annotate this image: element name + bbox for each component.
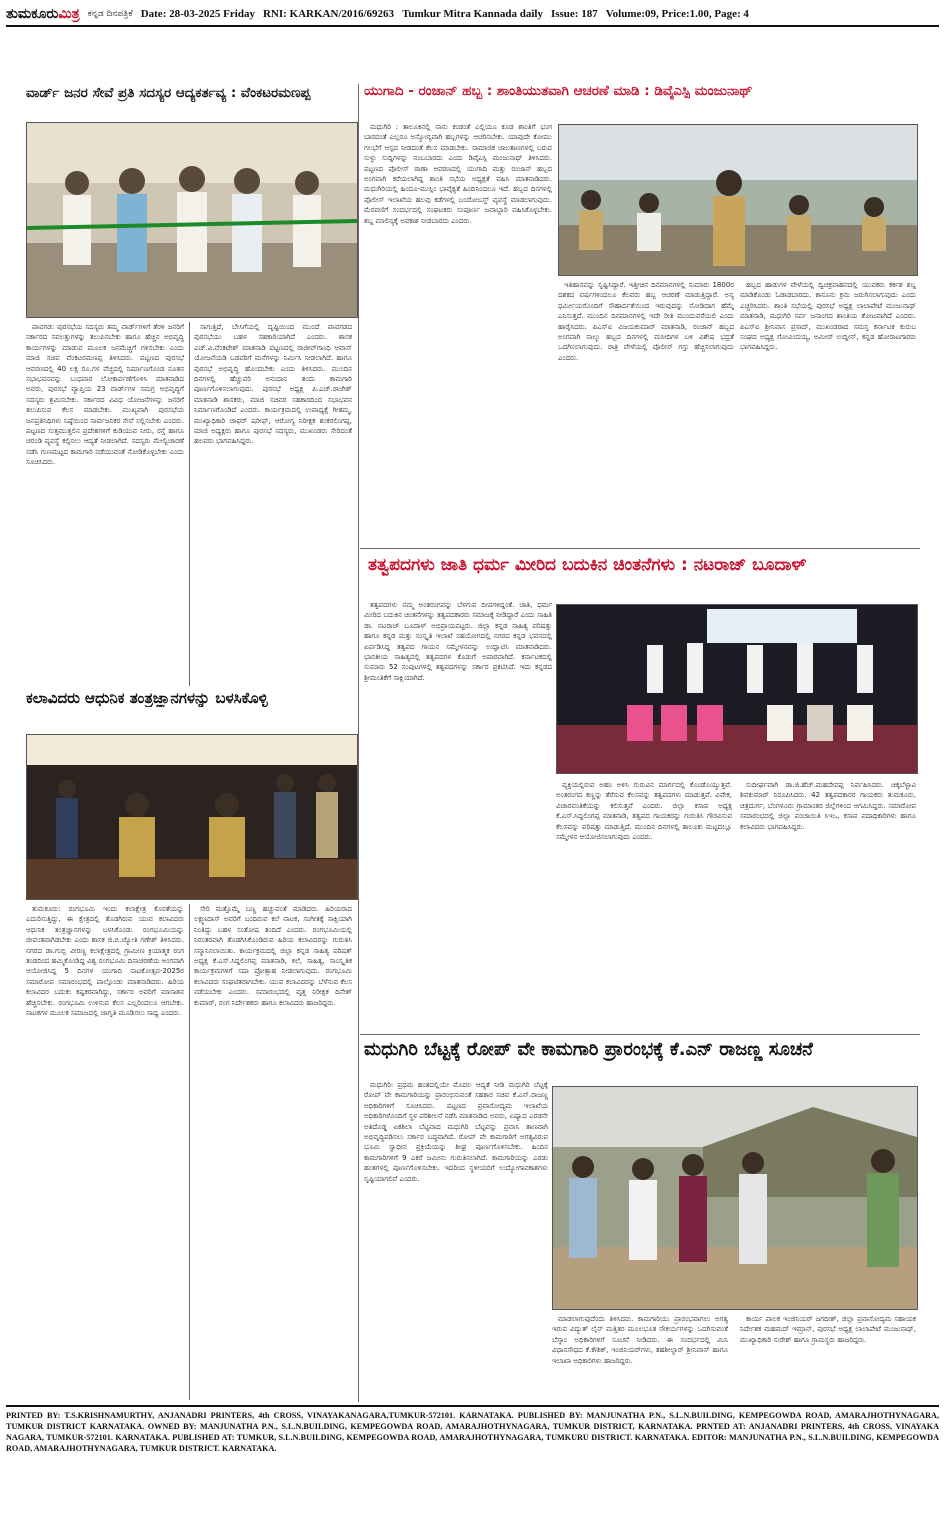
masthead-issue: Issue: 187 bbox=[550, 8, 598, 20]
section-divider bbox=[360, 1034, 920, 1035]
headline-kalavidaru: ಕಲಾವಿದರು ಆಧುನಿಕ ತಂತ್ರಜ್ಞಾನಗಳನ್ನು ಬಳಸಿಕೊಳ್ಳಿ bbox=[26, 690, 268, 707]
natraj-text-2: ವ್ಯಕ್ತಿಯಲ್ಲಿರುವ ಅಹಂ ಅಳಿಸಿ ಗುರುವಿನ ಮಾರ್ಗದಲ್ಲಿ ಕೊಂಡೊಯ್ಯುತ್ತವೆ. ಅಂತರಂಗದ ಕಣ್ಣನ್ನು ತೆರೆಸುವ ಕೆಲಸವನ್ನು ತತ್ವಪದಗಳು ಮಾಡುತ್ತವೆ. ವಿವೇಕ, ವಿಚಾರವಂತಿಕೆಯನ್ನು ಕಲಿಸುತ್ತವೆ ಎಂದರು. ಜಿಲ್ಲಾ ಕಸಾಪ ಅಧ್ಯಕ್ಷ ಕೆ.ಎಸ್.ಸಿದ್ದಲಿಂಗಪ್ಪ ಮಾತನಾಡಿ, ತತ್ವಪದ ಗಾಯಕರನ್ನು ಗುರುತಿಸಿ ಗೌರವಿಸುವ ಕೆಲಸವನ್ನು ಪರಿಷತ್ತು ಮಾಡುತ್ತಿದೆ. ಮುಂದಿನ ದಿನಗಳಲ್ಲಿ ತಾಲೂಕು ಮಟ್ಟದಲ್ಲೂ ಸಮ್ಮೇಳನ ಆಯೋಜಿಸಲಾಗುವುದು ಎಂದರು. bbox=[556, 781, 732, 842]
ward-column-2 bbox=[194, 322, 352, 684]
footer-rule bbox=[6, 1405, 939, 1407]
photo-tatvapada-stage bbox=[556, 604, 918, 774]
masthead bbox=[6, 4, 939, 24]
column-divider bbox=[189, 322, 190, 686]
ugadi-text-3: ಹಬ್ಬದ ಹಾಡುಗಳ ವೇಳೆಯಲ್ಲಿ ದ್ವಿಚಕ್ರವಾಹನದಲ್ಲಿ ಯುವಕರು ಕರ್ಕಶ ಶಬ್ದ ಮಾಡಿಕೊಂಡು ಓಡಾಡಬಾರದು. ಕಾನೂನು ಕ್ರಮ ಜರುಗಿಸಲಾಗುವುದು ಎಂದು ಎಚ್ಚರಿಸಿದರು. ಶಾಂತಿ ಸಭೆಯಲ್ಲಿ ಪುರಸಭೆ ಅಧ್ಯಕ್ಷ ಲಾಲಾಪೇಟೆ ಮಂಜುನಾಥ್ ಮಾತನಾಡಿ, ಮಧುಗಿರಿ ಸರ್ವ ಜನಾಂಗದ ಶಾಂತಿಯ ತೋಟವಾಗಿದೆ ಎಂದರು. ಪಿಎಸ್‌ಐ ಶ್ರೀನಿವಾಸ ಪ್ರಸಾದ್, ಮುಖಂಡರಾದ ಸಮಸ್ತ ಕರ್ನಾಟಕ ಕುರುಬ ಸಂಘದ ಅಧ್ಯಕ್ಷ ಗೋವಿಂದಯ್ಯ, ಅಮೀರ್ ಉದ್ದೀನ್, ಕನ್ನಡ ಹೋರಾಟಗಾರರು ಭಾಗವಹಿಸಿದ್ದರು. bbox=[740, 281, 916, 352]
page-vertical-divider bbox=[358, 84, 359, 1402]
logo-subtitle: ಕನ್ನಡ ದಿನಪತ್ರಿಕೆ bbox=[87, 9, 133, 19]
photo-award-ceremony-image bbox=[27, 735, 357, 899]
kalavidaru-column-2 bbox=[194, 904, 352, 1402]
ugadi-column-1 bbox=[364, 122, 552, 542]
imprint-footer: PRINTED BY: T.S.KRISHNAMURTHY, ANJANADRI PRINTERS, 4th CROSS, VINAYAKANAGARA,TUMKUR-572101. KARNATAKA. PUBLISHED BY: MANJUNATHA P.N., S.L.N.BUILDING, KEMPEGOWDA ROAD, AMARAJHOTHYNAGARA, TUMKUR DISTRICT KARNATAKA. OWNED BY: MANJUNATHA P.N., S.L.N.BUILDING, KEMPEGOWDA ROAD, AMARAJHOTHYNAGARA, TUMKUR DISTRICT, KARNATAKA. PRNTED AT: ANJANADRI PRINTERS, 4th CROSS, VINAYAKA NAGARA, TUMKUR-572101. KARNATAKA. PUBLISHED AT: TUMKUR, S.L.N.BUILDING, KEMPEGOWDA ROAD, AMARAJHOTHYNAGARA, TUMKURU DISTRICT. KARNATAKA. EDITOR: MANJUNATHA P.N., S.L.N.BUILDING, KEMPEGOWDA ROAD, AMARAJHOTHYNAGARA, TUMKUR DISTRICT. KARNATAKA. bbox=[6, 1411, 939, 1453]
roadway-column-3 bbox=[740, 1314, 916, 1402]
natraj-text-1: ತತ್ವಪದಗಳು ನಮ್ಮ ಅಂತರಂಗವನ್ನು ಬೆಳಗುವ ದೀಪಗಳಿದ್ದಂತೆ. ಜಾತಿ, ಧರ್ಮ ಮೀರಿದ ಬದುಕಿನ ಚಿಂತನೆಗಳನ್ನು ತತ್ವಪದಕಾರರು ಸಮಾಜಕ್ಕೆ ನೀಡಿದ್ದಾರೆ ಎಂದು ಸಾಹಿತಿ ಡಾ. ನಟರಾಜ್ ಬೂದಾಳ್ ಅಭಿಪ್ರಾಯಪಟ್ಟರು. ಜಿಲ್ಲಾ ಕನ್ನಡ ಸಾಹಿತ್ಯ ಪರಿಷತ್ತು ಹಾಗೂ ಕನ್ನಡ ಮತ್ತು ಸಂಸ್ಕೃತಿ ಇಲಾಖೆ ಸಹಯೋಗದಲ್ಲಿ ನಗರದ ಕನ್ನಡ ಭವನದಲ್ಲಿ ಏರ್ಪಡಿಸಿದ್ದ ತತ್ವಪದ ಗಾಯನ ಸಮ್ಮೇಳನವನ್ನು ಉದ್ಘಾಟಿಸಿ ಮಾತನಾಡಿದರು. ಭಾರತೀಯ ಸಾಹಿತ್ಯದಲ್ಲಿ ತತ್ವಪದಗಳ ಕೊಡುಗೆ ಅಪಾರವಾಗಿದೆ. ಕರ್ನಾಟಕದಲ್ಲಿ ಸುಮಾರು 52 ಸಂಪುಟಗಳಲ್ಲಿ ತತ್ವಪದಗಳನ್ನು ಸರ್ಕಾರ ಪ್ರಕಟಿಸಿದೆ. ಇದು ಕನ್ನಡದ ಶ್ರೀಮಂತಿಕೆಗೆ ಸಾಕ್ಷಿಯಾಗಿದೆ. bbox=[364, 601, 552, 682]
headline-natraj: ತತ್ವಪದಗಳು ಜಾತಿ ಧರ್ಮ ಮೀರಿದ ಬದುಕಿನ ಚಿಂತನೆಗಳು : ನಟರಾಜ್ ಬೂದಾಳ್ bbox=[368, 556, 807, 575]
natraj-text-3: ಸುದೀರ್ಘವಾಗಿ ಡಾ.ಜಿ.ಹೆಚ್.ಮಹದೇವಪ್ಪ ನಿರ್ವಹಿಸಿದರು. ಚಿಕ್ಕಬೆಳ್ಳಾವಿ ಶಿವಕುಮಾರ್ ನಿರೂಪಿಸಿದರು. 42 ತತ್ವಪದಕಾರರ ಗಾಯಕರು ತುಮಕೂರು, ಚಿತ್ರದುರ್ಗ, ಬೆಂಗಳೂರು ಗ್ರಾಮಾಂತರ ಜಿಲ್ಲೆಗಳಿಂದ ಆಗಮಿಸಿದ್ದರು. ಸಮಾರೋಪ ಸಮಾರಂಭದಲ್ಲಿ ಜಿಲ್ಲಾ ಪಂಚಾಯಿತಿ ಸಿಇಒ, ಕಸಾಪ ಪದಾಧಿಕಾರಿಗಳು ಹಾಗೂ ಕಲಾವಿದರು ಭಾಗವಹಿಸಿದ್ದರು. bbox=[740, 781, 916, 831]
photo-site-inspection-image bbox=[553, 1087, 917, 1309]
masthead-logo bbox=[6, 6, 80, 22]
roadway-column-2 bbox=[552, 1314, 728, 1402]
ward-text-2: ಸಾಗುತ್ತಿದೆ, ಬೇಸಿಗೆಯಲ್ಲಿ ದೃಷ್ಟಿಯಿಂದ ಮುಂದೆ ಪಾವಗಡದ ಪುರಸಭೆಯು ಬಹಳ ಸಹಕಾರಿಯಾಗಿದೆ ಎಂದರು. ಶಾಸಕ ಎಚ್.ವಿ.ವೆಂಕಟೇಶ್ ಮಾತನಾಡಿ ಪಟ್ಟಣದಲ್ಲಿ ರಾಜೀವ್‌ಗಾಂಧಿ ಆವಾಸ್ ಯೋಜನೆಯಡಿ ಬಡವರಿಗೆ ಮನೆಗಳನ್ನು ನಿರ್ಮಿಸಿ ನೀಡಲಾಗಿದೆ. ಹಾಗೂ ಪುರಸಭೆ ಅಭಿವೃದ್ಧಿ ಹೊಂದಬೇಕು ಎಂದು ತಿಳಿಸಿದರು. ಮುಂದಿನ ದಿನಗಳಲ್ಲಿ ಹೆಚ್ಚುವರಿ ಅನುದಾನ ತಂದು ಕಾಮಗಾರಿ ಪೂರ್ಣಗೊಳಿಸಲಾಗುವುದು. ಪುರಸಭೆ ಅಧ್ಯಕ್ಷ ಪಿ.ಎಚ್.ರಾಜೇಶ್ ಮಾತನಾಡಿ ಶಾಸಕರು, ಮಾಜಿ ಸಚಿವರ ಸಹಕಾರದಿಂದ ಸಭಾಭವನ ನಿರ್ಮಾಣಗೊಂಡಿದೆ ಎಂದರು. ಕಾರ್ಯಕ್ರಮದಲ್ಲಿ ಉಪಾಧ್ಯಕ್ಷೆ ಗೀತಮ್ಮ, ಮುಖ್ಯಾಧಿಕಾರಿ ಜಾಫರ್ ಷರೀಫ್, ಆರೋಗ್ಯ ನಿರೀಕ್ಷಕ ಶಂಕರಲಿಂಗಪ್ಪ, ಮಾಜಿ ಅಧ್ಯಕ್ಷರು ಹಾಗೂ ಪುರಸಭೆ ಸದಸ್ಯರು, ಮುಖಂಡರು ಸೇರಿದಂತೆ ಹಲವರು ಭಾಗವಹಿಸಿದ್ದರು. bbox=[194, 323, 352, 446]
headline-roadway: ಮಧುಗಿರಿ ಬೆಟ್ಟಕ್ಕೆ ರೋಪ್ ವೇ ಕಾಮಗಾರಿ ಪ್ರಾರಂಭಕ್ಕೆ ಕೆ.ಎನ್ ರಾಜಣ್ಣ ಸೂಚನೆ bbox=[364, 1040, 813, 1060]
photo-award-ceremony bbox=[26, 734, 358, 900]
masthead-rule bbox=[6, 25, 939, 27]
photo-ribbon-cutting bbox=[26, 122, 358, 318]
headline-ward: ವಾರ್ಡ್ ಜನರ ಸೇವೆ ಪ್ರತಿ ಸದಸ್ಯರ ಆದ್ಯಕರ್ತವ್ಯ : ವೆಂಕಟರಮಣಪ್ಪ bbox=[26, 86, 311, 101]
logo-accent: ಮಿತ್ರ bbox=[58, 6, 80, 22]
masthead-volume: Volume:09, Price:1.00, Page: 4 bbox=[605, 8, 749, 20]
photo-tatvapada-stage-image bbox=[557, 605, 917, 773]
masthead-date: Date: 28-03-2025 Friday bbox=[140, 8, 255, 20]
kalavidaru-text-1: ತುಮಕೂರು: ರಂಗಭೂಮಿ ಇಂದು ಕಲಾಕ್ಷೇತ್ರ ಕೊರತೆಯನ್ನು ಎದುರಿಸುತ್ತಿದ್ದು, ಈ ಕ್ಷೇತ್ರದಲ್ಲಿ ತೊಡಗಿರುವ ಯುವ ಕಲಾವಿದರು ಆಧುನಿಕ ತಂತ್ರಜ್ಞಾನಗಳನ್ನು ಬಳಸಿಕೊಂಡು ರಂಗಭೂಮಿಯನ್ನು ಜೀವಂತವಾಗಿಡಬೇಕು ಎಂದು ಶಾಸಕ ಜಿ.ಬಿ.ಜ್ಯೋತಿ ಗಣೇಶ್ ತಿಳಿಸಿದರು. ನಗರದ ಡಾ.ಗುಬ್ಬಿ ವೀರಣ್ಣ ಕಲಾಕ್ಷೇತ್ರದಲ್ಲಿ ಗ್ರಾಮೀಣ ಕ್ರಿಯಾತ್ಮಕ ರಂಗ ತಂಡದಿಂದ ಹಮ್ಮಿಕೊಂಡಿದ್ದ ವಿಶ್ವ ರಂಗಭೂಮಿ ದಿನಾಚರಣೆಯ ಅಂಗವಾಗಿ ಆಯೋಜಿಸಿದ್ದ 5 ದಿನಗಳ ಯುಗಾದಿ ನಾಟಕೋತ್ಸವ-2025ರ ಸಮಾರೋಪ ಸಮಾರಂಭದಲ್ಲಿ ಪಾಲ್ಗೊಂಡು ಮಾತನಾಡಿದರು. ಹಿರಿಯ ಕಲಾವಿದರ ಬದುಕು ಕಷ್ಟಕರವಾಗಿದ್ದು, ಸರ್ಕಾರ ಅವರಿಗೆ ಮಾಸಾಶನ ಹೆಚ್ಚಿಸಬೇಕು. ರಂಗಭೂಮಿ ಉಳಿಸುವ ಕೆಲಸ ಎಲ್ಲರಿಂದಲೂ ಆಗಬೇಕು. ನಾಟಕಗಳ ಮೂಲಕ ಸಮಾಜದಲ್ಲಿ ಜಾಗೃತಿ ಮೂಡಿಸಲು ಸಾಧ್ಯ ಎಂದರು. bbox=[26, 905, 184, 1018]
ugadi-text-2: ಇತಿಹಾಸವನ್ನು ಸೃಷ್ಟಿಸಿದ್ದಾರೆ. ಇತ್ತೀಚಿನ ದಿನಮಾನಗಳಲ್ಲಿ ಸುಮಾರು 1800ರ ದಶಕದ ವರ್ಷಗಳಿಂದಲೂ ಕೆಲವರು ಹಬ್ಬ ಆಚರಣೆ ಮಾಡುತ್ತಿದ್ದಾರೆ. ಅನ್ಯ ಧರ್ಮೀಯರೊಂದಿಗೆ ಸೌಹಾರ್ದತೆಯಿಂದ ಇರುವುದನ್ನು ನೋಡಿದಾಗ ಹೆಮ್ಮೆ ಎನಿಸುತ್ತದೆ. ಮುಂದಿನ ದಿನಮಾನಗಳಲ್ಲಿ ಇದೇ ರೀತಿ ಮುಂದುವರೆಯಲಿ ಎಂದು ಹಾರೈಸಿದರು. ಪಿಎಸ್‌ಐ ವಿಜಯಕುಮಾರ್ ಮಾತನಾಡಿ, ರಂಜಾನ್ ಹಬ್ಬದ ಅಂಗವಾಗಿ ನಾಲ್ಕು ಹಬ್ಬದ ದಿನಗಳಲ್ಲಿ ಮಸೀದಿಗಳ ಬಳಿ ವಿಶೇಷ ಭದ್ರತೆ ಒದಗಿಸಲಾಗುವುದು. ರಾತ್ರಿ ವೇಳೆಯಲ್ಲಿ ಪೊಲೀಸ್ ಗಸ್ತು ಹೆಚ್ಚಿಸಲಾಗುವುದು ಎಂದರು. bbox=[558, 281, 734, 362]
natraj-column-3 bbox=[740, 780, 916, 1030]
photo-site-inspection bbox=[552, 1086, 918, 1310]
ugadi-text-1: ಮಧುಗಿರಿ : ತಾಲೂಕಿನಲ್ಲಿ ನಾನು ಕಂಡಂತೆ ಎಲ್ಲಿಯೂ ಕೂಡ ಶಾಂತಿಗೆ ಭಂಗ ಬಾರದಂತೆ ಎಲ್ಲರೂ ಅನ್ಯೋನ್ಯವಾಗಿ ಹಬ್ಬಗಳನ್ನು ಆಚರಿಸಬೇಕು. ಯಾವುದೇ ಕೋಮು ಗಲಭೆಗೆ ಆಸ್ಪದ ನೀಡದಂತೆ ಕೆಲಸ ಮಾಡಬೇಕು. ಸಾಮಾಜಿಕ ಜಾಲತಾಣಗಳಲ್ಲಿ ಬರುವ ಸುಳ್ಳು ಸುದ್ದಿಗಳನ್ನು ನಂಬಬಾರದು ಎಂದು ಡಿವೈಎಸ್ಪಿ ಮಂಜುನಾಥ್ ತಿಳಿಸಿದರು. ಪಟ್ಟಣದ ಪೊಲೀಸ್ ಠಾಣಾ ಆವರಣದಲ್ಲಿ ಯುಗಾದಿ ಮತ್ತು ರಂಜಾನ್ ಹಬ್ಬದ ಅಂಗವಾಗಿ ಕರೆಯಲಾಗಿದ್ದ ಶಾಂತಿ ಸಭೆಯ ಅಧ್ಯಕ್ಷತೆ ವಹಿಸಿ ಮಾತನಾಡಿದರು. ಮಧುಗಿರಿಯಲ್ಲಿ ಹಿಂದೂ-ಮುಸ್ಲಿಂ ಭಾವೈಕ್ಯತೆ ಹಿಂದಿನಿಂದಲೂ ಇದೆ. ಹಬ್ಬದ ದಿನಗಳಲ್ಲಿ ಪೊಲೀಸ್ ಇಲಾಖೆಯ ಹಲವು ಕಡೆಗಳಲ್ಲಿ ಬಂದೋಬಸ್ತ್ ವ್ಯವಸ್ಥೆ ಮಾಡಲಾಗುವುದು. ಮೆರವಣಿಗೆ ಸಂದರ್ಭದಲ್ಲಿ ಸಂಘಟಕರು ಸಂಪೂರ್ಣ ಜವಾಬ್ದಾರಿ ವಹಿಸಿಕೊಳ್ಳಬೇಕು. ಶಬ್ದ ಮಾಲಿನ್ಯಕ್ಕೆ ಅವಕಾಶ ನೀಡಬಾರದು ಎಂದರು. bbox=[364, 123, 552, 225]
column-divider bbox=[189, 904, 190, 1400]
ugadi-column-2 bbox=[558, 280, 734, 544]
photo-peace-meeting-image bbox=[559, 125, 917, 275]
logo-main: ತುಮಕೂರು bbox=[6, 6, 59, 22]
roadway-text-3: ಕಾರ್ಯ ಪಾಲಕ ಇಂಜಿನಿಯರ್ ಜಗದೀಶ್, ಜಿಲ್ಲಾ ಪ್ರವಾಸೋದ್ಯಮ ಸಹಾಯಕ ನಿರ್ದೇಶಕ ಮಹಮದ್ ಇಮ್ರಾನ್, ಪುರಸಭೆ ಅಧ್ಯಕ್ಷ ಲಾಲಾಪೇಟೆ ಮಂಜುನಾಥ್, ಮುಖ್ಯಾಧಿಕಾರಿ ಸುರೇಶ್ ಹಾಗೂ ಗ್ರಾಮಸ್ಥರು ಹಾಜರಿದ್ದರು. bbox=[740, 1315, 916, 1344]
roadway-text-2: ಮಾಡಲಾಗುವುದೆಂದು ತಿಳಿಸಿದರು. ಕಾಮಗಾರಿಯು ಪ್ರಾರಂಭವಾಗಲು ಅಗತ್ಯ ಇರುವ ವಿದ್ಯುತ್ ಲೈನ್ ಮತ್ತಿತರ ಮೂಲಭೂತ ಸೌಕರ್ಯಗಳನ್ನು ಒದಗಿಸುವಂತೆ ಬೆಸ್ಕಾಂ ಅಧಿಕಾರಿಗಳಿಗೆ ಸೂಚನೆ ನೀಡಿದರು. ಈ ಸಂದರ್ಭದಲ್ಲಿ ಮಿನಿ ವಿಧಾನಸೌಧದ ಕೆ.ಕೌಶಿಕ್, ಇಂಜಿನಿಯರ್‌ಗಳು, ತಹಶೀಲ್ದಾರ್ ಶ್ರೀನಿವಾಸ್ ಹಾಗೂ ಇಲಾಖಾ ಅಧಿಕಾರಿಗಳು ಹಾಜರಿದ್ದರು. bbox=[552, 1315, 728, 1365]
ugadi-column-3 bbox=[740, 280, 916, 544]
kalavidaru-text-2: ಸೇರಿ ಮತ್ತೊಮ್ಮೆ ಬಣ್ಣ ಹಚ್ಚುವಂತೆ ಮಾಡಿದರು. ಹಿರಿಯರಾದ ಲಕ್ಷ್ಮಣದಾಸ್ ಅವರಿಗೆ ಬಂದಿರುವ ಕಲೆ ನಾಟಕ, ಸಂಗೀತಕ್ಕೆ ಸಾಕ್ಷಿಯಾಗಿ ನಿಂತಿದ್ದು ಬಹಳ ಸಂತೋಷ ತಂದಿದೆ ಎಂದರು. ರಂಗಭೂಮಿಯಲ್ಲಿ ನಿರಂತರವಾಗಿ ತೊಡಗಿಸಿಕೊಂಡಿರುವ ಹಿರಿಯ ಕಲಾವಿದರನ್ನು ಗುರುತಿಸಿ ಸನ್ಮಾನಿಸಲಾಯಿತು. ಕಾರ್ಯಕ್ರಮದಲ್ಲಿ ಜಿಲ್ಲಾ ಕನ್ನಡ ಸಾಹಿತ್ಯ ಪರಿಷತ್ ಅಧ್ಯಕ್ಷ ಕೆ.ಎಸ್.ಸಿದ್ದಲಿಂಗಪ್ಪ ಮಾತನಾಡಿ, ಕಲೆ, ಸಾಹಿತ್ಯ, ಸಾಂಸ್ಕೃತಿಕ ಕಾರ್ಯಕ್ರಮಗಳಿಗೆ ಸದಾ ಪ್ರೋತ್ಸಾಹ ನೀಡಲಾಗುವುದು. ರಂಗಭೂಮಿ ಕಲಾವಿದರು ಸಂಘಟಿತರಾಗಬೇಕು. ಯುವ ಕಲಾವಿದರನ್ನು ಬೆಳೆಸುವ ಕೆಲಸ ನಡೆಯಬೇಕು ಎಂದರು. ಸಮಾರಂಭದಲ್ಲಿ ವೃತ್ತ ನಿರೀಕ್ಷಕ ದಿನೇಶ್ ಕುಮಾರ್, ರಂಗ ನಿರ್ದೇಶಕರು ಹಾಗೂ ಕಲಾವಿದರು ಹಾಜರಿದ್ದರು. bbox=[194, 905, 352, 1007]
kalavidaru-column-1 bbox=[26, 904, 184, 1402]
photo-ribbon-cutting-image bbox=[27, 123, 357, 317]
masthead-paper: Tumkur Mitra Kannada daily bbox=[402, 8, 543, 20]
roadway-text-1: ಮಧುಗಿರಿ: ಪ್ರಥಮ ಹಂತದಲ್ಲಿಯೇ ಮೊದಲ ಆದ್ಯತೆ ನೀಡಿ ಮಧುಗಿರಿ ಬೆಟ್ಟಕ್ಕೆ ರೋಪ್ ವೇ ಕಾಮಗಾರಿಯನ್ನು ಪ್ರಾರಂಭಿಸುವಂತೆ ಸಹಕಾರ ಸಚಿವ ಕೆ.ಎನ್.ರಾಜಣ್ಣ ಅಧಿಕಾರಿಗಳಿಗೆ ಸೂಚಿಸಿದರು. ಪಟ್ಟಣದ ಪ್ರವಾಸೋದ್ಯಮ ಇಲಾಖೆಯ ಅಧಿಕಾರಿಗಳೊಂದಿಗೆ ಸ್ಥಳ ಪರಿಶೀಲನೆ ನಡೆಸಿ ಮಾತನಾಡಿದ ಅವರು, ಏಷ್ಯಾದ ಎರಡನೇ ಅತಿದೊಡ್ಡ ಏಕಶಿಲಾ ಬೆಟ್ಟವಾದ ಮಧುಗಿರಿ ಬೆಟ್ಟವನ್ನು ಪ್ರವಾಸಿ ತಾಣವಾಗಿ ಅಭಿವೃದ್ಧಿಪಡಿಸಲು ಸರ್ಕಾರ ಬದ್ಧವಾಗಿದೆ. ರೋಪ್ ವೇ ಕಾಮಗಾರಿಗೆ ಅಗತ್ಯವಿರುವ ಭೂಮಿ ಸ್ವಾಧೀನ ಪ್ರಕ್ರಿಯೆಯನ್ನು ಶೀಘ್ರ ಪೂರ್ಣಗೊಳಿಸಬೇಕು. ಹಿಂದಿನ ಕಾಮಗಾರಿಗಳಿಗೆ 9 ಎಕರೆ ಜಮೀನು ಗುರುತಿಸಲಾಗಿದೆ. ಕಾಮಗಾರಿಯನ್ನು ಎರಡು ಹಂತಗಳಲ್ಲಿ ಪೂರ್ಣಗೊಳಿಸಬೇಕು. ಇದರಿಂದ ಸ್ಥಳೀಯರಿಗೆ ಉದ್ಯೋಗಾವಕಾಶಗಳು ಸೃಷ್ಟಿಯಾಗಲಿವೆ ಎಂದರು. bbox=[364, 1081, 548, 1183]
masthead-rni: RNI: KARKAN/2016/69263 bbox=[262, 8, 395, 20]
natraj-column-2 bbox=[556, 780, 732, 1030]
headline-ugadi: ಯುಗಾದಿ - ರಂಜಾನ್ ಹಬ್ಬ : ಶಾಂತಿಯುತವಾಗಿ ಆಚರಣೆ ಮಾಡಿ : ಡಿವೈಎಸ್ಪಿ ಮಂಜುನಾಥ್ bbox=[364, 84, 753, 99]
roadway-column-1 bbox=[364, 1080, 548, 1402]
photo-peace-meeting bbox=[558, 124, 918, 276]
ward-text-1: ಪಾವಗಡ: ಪುರಸಭೆಯ ಸದಸ್ಯರು ತಮ್ಮ ವಾರ್ಡ್‌ಗಳಿಗೆ ತೆರಳಿ ಜನರಿಗೆ ಸರ್ಕಾರದ ಸವಲತ್ತುಗಳನ್ನು ತಲುಪಿಸಬೇಕು ಹಾಗೂ ಹೆಚ್ಚಿನ ಅಭಿವೃದ್ಧಿ ಕಾರ್ಯಗಳನ್ನು ಮಾಡುವ ಮೂಲಕ ಜನಮೆಚ್ಚಿಗೆ ಗಳಿಸಬೇಕು ಎಂದು ಮಾಜಿ ಸಚಿವ ವೆಂಕಟರಮಣಪ್ಪ ತಿಳಿಸಿದರು. ಪಟ್ಟಣದ ಪುರಸಭೆ ಆವರಣದಲ್ಲಿ 40 ಲಕ್ಷ ರೂ.ಗಳ ವೆಚ್ಚದಲ್ಲಿ ನಿರ್ಮಾಣಗೊಂಡ ನೂತನ ಸಭಾಭವನವನ್ನು ಬುಧವಾರ ಲೋಕಾರ್ಪಣೆಗೊಳಿಸಿ ಮಾತನಾಡಿದ ಅವರು, ಪುರಸಭೆ ವ್ಯಾಪ್ತಿಯ 23 ವಾರ್ಡ್‌ಗಳ ಸಮಗ್ರ ಅಭಿವೃದ್ಧಿಗೆ ಸದಸ್ಯರು ಶ್ರಮಿಸಬೇಕು. ಸರ್ಕಾರದ ವಿವಿಧ ಯೋಜನೆಗಳನ್ನು ಜನರಿಗೆ ತಲುಪಿಸುವ ಕೆಲಸ ಮಾಡಬೇಕು. ಮುಖ್ಯವಾಗಿ ಪುರಸಭೆಯ ಜನಪ್ರತಿನಿಧಿಗಳು ನಿಷ್ಠೆಯಿಂದ ಸಾರ್ವಜನಿಕರ ಸೇವೆ ಸಲ್ಲಿಸಬೇಕು ಎಂದರು. ಪಟ್ಟಣದ ಸುತ್ತಮುತ್ತಲಿನ ಪ್ರದೇಶಗಳಿಗೆ ಕುಡಿಯುವ ನೀರು, ರಸ್ತೆ ಹಾಗೂ ಚರಂಡಿ ವ್ಯವಸ್ಥೆ ಕಲ್ಪಿಸಲು ಆದ್ಯತೆ ನೀಡಲಾಗಿದೆ. ಸದಸ್ಯರು ಮೇಲ್ವಿಚಾರಣೆ ನಡೆಸಿ ಗುಣಮಟ್ಟದ ಕಾಮಗಾರಿ ನಡೆಯುವಂತೆ ನೋಡಿಕೊಳ್ಳಬೇಕು ಎಂದು ಸೂಚಿಸಿದರು. bbox=[26, 323, 184, 467]
section-divider bbox=[360, 548, 920, 549]
natraj-column-1 bbox=[364, 600, 552, 1030]
ward-column-1 bbox=[26, 322, 184, 690]
